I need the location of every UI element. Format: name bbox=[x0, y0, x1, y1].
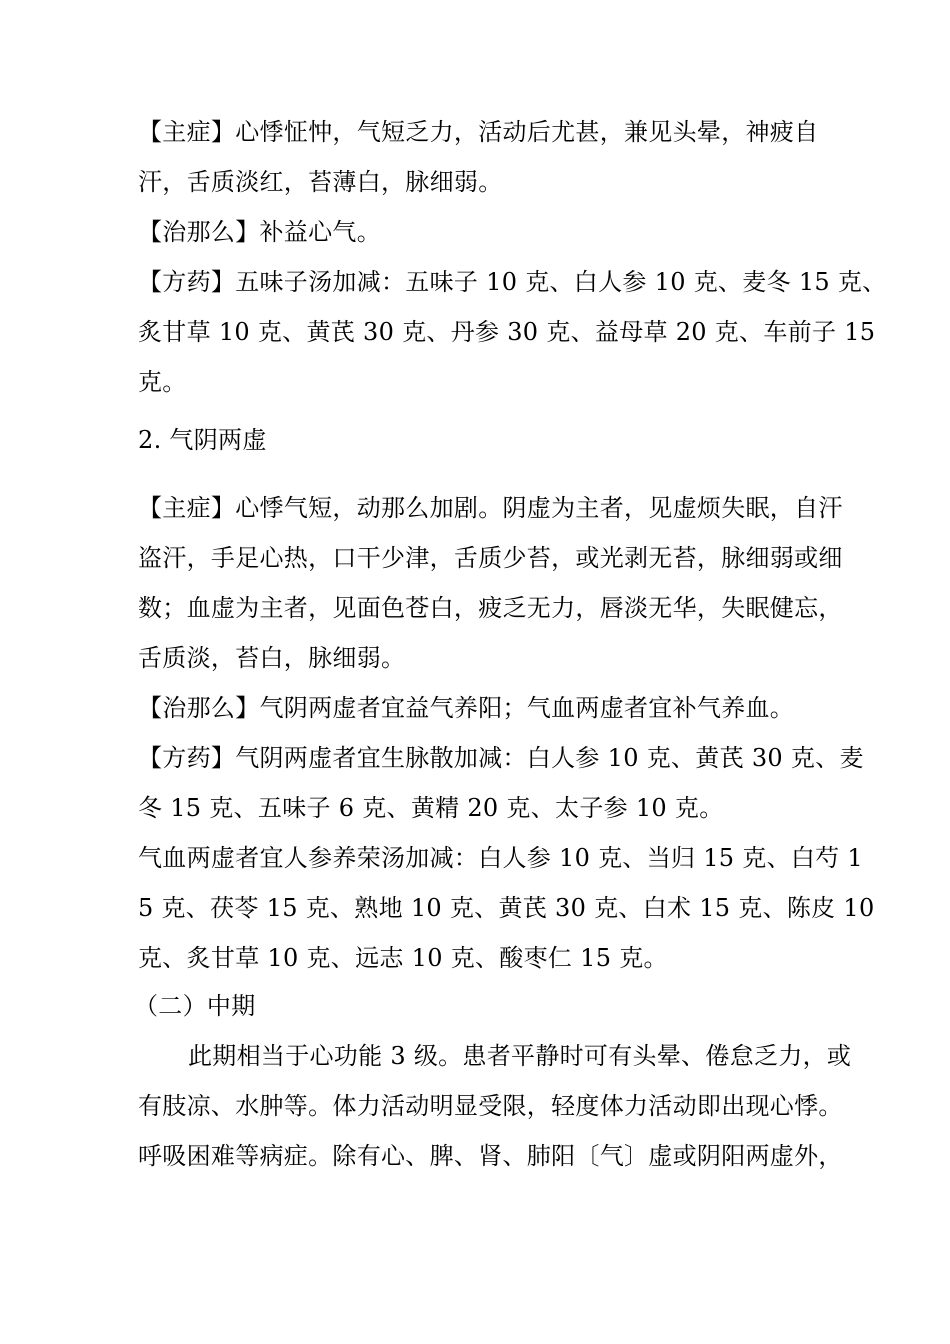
text-line: 盗汗，手足心热，口干少津，舌质少苔，或光剥无苔，脉细弱或细 bbox=[138, 544, 843, 572]
text-line: 数；血虚为主者，见面色苍白，疲乏无力，唇淡无华，失眠健忘， bbox=[138, 594, 843, 622]
text-line: 炙甘草 10 克、黄芪 30 克、丹参 30 克、益母草 20 克、车前子 15 bbox=[138, 318, 876, 346]
text-line: 【主症】心悸怔忡，气短乏力，活动后尤甚，兼见头晕，神疲自 bbox=[138, 118, 819, 146]
text-line: 【主症】心悸气短，动那么加剧。阴虚为主者，见虚烦失眠，自汗 bbox=[138, 494, 843, 522]
text-line: 【治那么】补益心气。 bbox=[138, 218, 381, 246]
text-line: 气血两虚者宜人参养荣汤加减：白人参 10 克、当归 15 克、白芍 1 bbox=[138, 844, 863, 872]
text-line: 汗，舌质淡红，苔薄白，脉细弱。 bbox=[138, 168, 503, 196]
text-line: 【方药】五味子汤加减：五味子 10 克、白人参 10 克、麦冬 15 克、 bbox=[138, 268, 887, 296]
text-line: 有肢凉、水肿等。体力活动明显受限，轻度体力活动即出现心悸。 bbox=[138, 1092, 843, 1120]
text-line: 克。 bbox=[138, 368, 187, 396]
text-line: 此期相当于心功能 3 级。患者平静时可有头晕、倦怠乏力，或 bbox=[188, 1042, 852, 1070]
text-line: 冬 15 克、五味子 6 克、黄精 20 克、太子参 10 克。 bbox=[138, 794, 724, 822]
text-line: 【治那么】气阴两虚者宜益气养阳；气血两虚者宜补气养血。 bbox=[138, 694, 795, 722]
section-heading: 2. 气阴两虚 bbox=[138, 426, 267, 454]
text-line: 舌质淡，苔白，脉细弱。 bbox=[138, 644, 406, 672]
text-line: 克、炙甘草 10 克、远志 10 克、酸枣仁 15 克。 bbox=[138, 944, 668, 972]
text-line: 呼吸困难等病症。除有心、脾、肾、肺阳〔气〕虚或阴阳两虚外， bbox=[138, 1142, 843, 1170]
section-heading: （二）中期 bbox=[134, 992, 256, 1020]
text-line: 5 克、茯苓 15 克、熟地 10 克、黄芪 30 克、白术 15 克、陈皮 10 bbox=[138, 894, 875, 922]
text-line: 【方药】气阴两虚者宜生脉散加减：白人参 10 克、黄芪 30 克、麦 bbox=[138, 744, 864, 772]
